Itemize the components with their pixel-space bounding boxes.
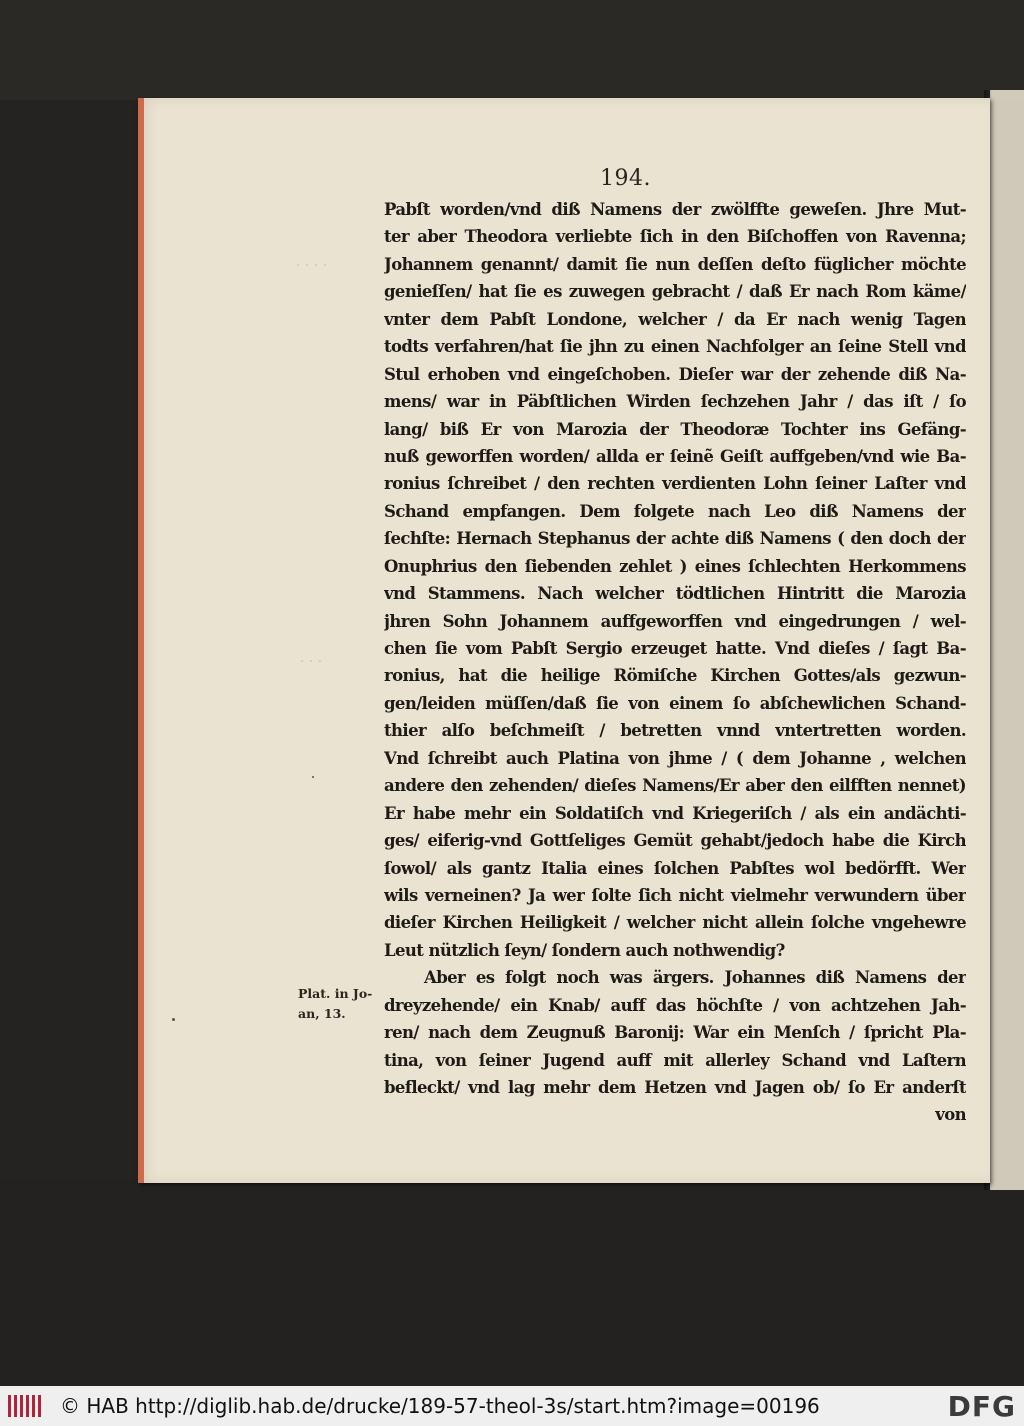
text-line: ſechſte: Hernach Stephanus der achte diß Namens ( den doch der <box>384 529 966 549</box>
text-line: dreyzehende/ ein Knab/ auff das höchſte / von achtzehen Jah- <box>384 995 966 1015</box>
text-line: befleckt/ vnd lag mehr dem Hetzen vnd Jagen ob/ ſo Er anderſt <box>384 1078 966 1097</box>
facing-page-edge <box>990 90 1024 1190</box>
text-line: lang/ biß Er von Marozia der Theodoræ Tochter ins Gefäng- <box>384 419 966 439</box>
marginal-note-line: an, 13. <box>298 1006 346 1021</box>
text-line: tina, von ſeiner Jugend auff mit allerley Schand vnd Laſtern <box>384 1050 966 1070</box>
text-line: vnd Stammens. Nach welcher tödtlichen Hintritt die Marozia <box>384 584 966 604</box>
text-line: Schand empfangen. Dem folgete nach Leo diß Namens der <box>384 501 966 521</box>
text-line: Stul erhoben vnd eingeſchoben. Dieſer war der zehende diß Na- <box>384 364 966 384</box>
scan-background-top <box>0 0 1024 100</box>
show-through-ghost: · · · · <box>296 258 328 274</box>
text-line: genieſſen/ hat ſie es zuwegen gebracht / daß Er nach Rom käme/ <box>384 282 966 302</box>
text-line: ren/ nach dem Zeugnuß Baronij: War ein Menſch / ſpricht Pla- <box>384 1023 966 1043</box>
ink-speck <box>172 1018 175 1021</box>
text-line: gen/leiden müſſen/daß ſie von einem ſo abſchewlichen Schand- <box>384 693 966 713</box>
text-line: jhren Sohn Johannem auffgeworffen vnd eingedrungen / wel- <box>384 611 966 631</box>
text-line: Er habe mehr ein Soldatiſch vnd Kriegeriſch / als ein andächti- <box>384 803 966 823</box>
text-line: Johannem genannt/ damit ſie nun deſſen deſto füglicher möchte <box>384 254 966 274</box>
text-line: nuß geworffen worden/ allda er ſeinẽ Geiſt auffgeben/vnd wie Ba- <box>384 446 966 466</box>
text-line: dieſer Kirchen Heiligkeit / welcher nicht allein ſolche vngehewre <box>384 913 966 933</box>
text-line: ſowol/ als gantz Italia eines ſolchen Pabſtes wol bedörfft. Wer <box>384 858 966 878</box>
text-line: Leut nützlich ſeyn/ ſondern auch nothwendig? <box>384 940 785 960</box>
text-line: mens/ war in Päbſtlichen Wirden ſechzehen Jahr / das iſt / ſo <box>384 392 966 412</box>
text-line: Aber es folgt noch was ärgers. Johannes diß Namens der <box>424 968 966 988</box>
marginal-note <box>298 984 382 1024</box>
scan-background-bottom <box>0 1180 1024 1386</box>
page-number: 194. <box>600 166 651 191</box>
text-line: thier alſo beſchmeiſt / betretten vnnd vntertretten worden. <box>384 721 966 741</box>
text-line: chen ſie vom Pabſt Sergio erzeuget hatte. Vnd dieſes / ſagt Ba- <box>384 639 966 658</box>
catchword: von <box>935 1105 966 1125</box>
text-line: andere den zehenden/ dieſes Namens/Er aber den eilfften nennet) <box>384 776 966 796</box>
text-line: wils verneinen? Ja wer ſolte ſich nicht vielmehr verwundern über <box>384 885 966 905</box>
main-text-block <box>384 196 966 1129</box>
hab-logo-icon <box>8 1394 50 1418</box>
text-line: Pabſt worden/vnd diß Namens der zwölffte geweſen. Jhre Mut- <box>384 200 966 219</box>
text-line: vnter dem Pabſt Londone, welcher / da Er nach wenig Tagen <box>384 309 966 329</box>
ink-speck <box>312 776 314 778</box>
marginal-note-line: Plat. in Jo- <box>298 986 373 1001</box>
footer-bar <box>0 1386 1024 1426</box>
footer-source-link[interactable]: © HAB http://diglib.hab.de/drucke/189-57-theol-3s/start.htm?image=00196 <box>60 1394 820 1418</box>
text-line: todts verfahren/hat ſie jhn zu einen Nachfolger an ſeine Stell vnd <box>384 337 966 357</box>
dfg-logo: DFG <box>947 1389 1016 1423</box>
red-page-edge <box>138 98 144 1183</box>
text-line: Onuphrius den ſiebenden zehlet ) eines ſchlechten Herkommens <box>384 556 966 576</box>
show-through-ghost: · · · <box>300 654 323 670</box>
text-line: ronius ſchreibet / den rechten verdienten Lohn ſeiner Laſter vnd <box>384 474 966 494</box>
text-line: ronius, hat die heilige Römiſche Kirchen Gottes/als gezwun- <box>384 666 966 686</box>
text-line: ter aber Theodora verliebte ſich in den Biſchoffen von Ravenna; <box>384 227 966 247</box>
text-line: Vnd ſchreibt auch Platina von jhme / ( dem Johanne , welchen <box>384 748 966 768</box>
text-line: ges/ eiferig-vnd Gottſeliges Gemüt gehabt/jedoch habe die Kirch <box>384 831 966 851</box>
